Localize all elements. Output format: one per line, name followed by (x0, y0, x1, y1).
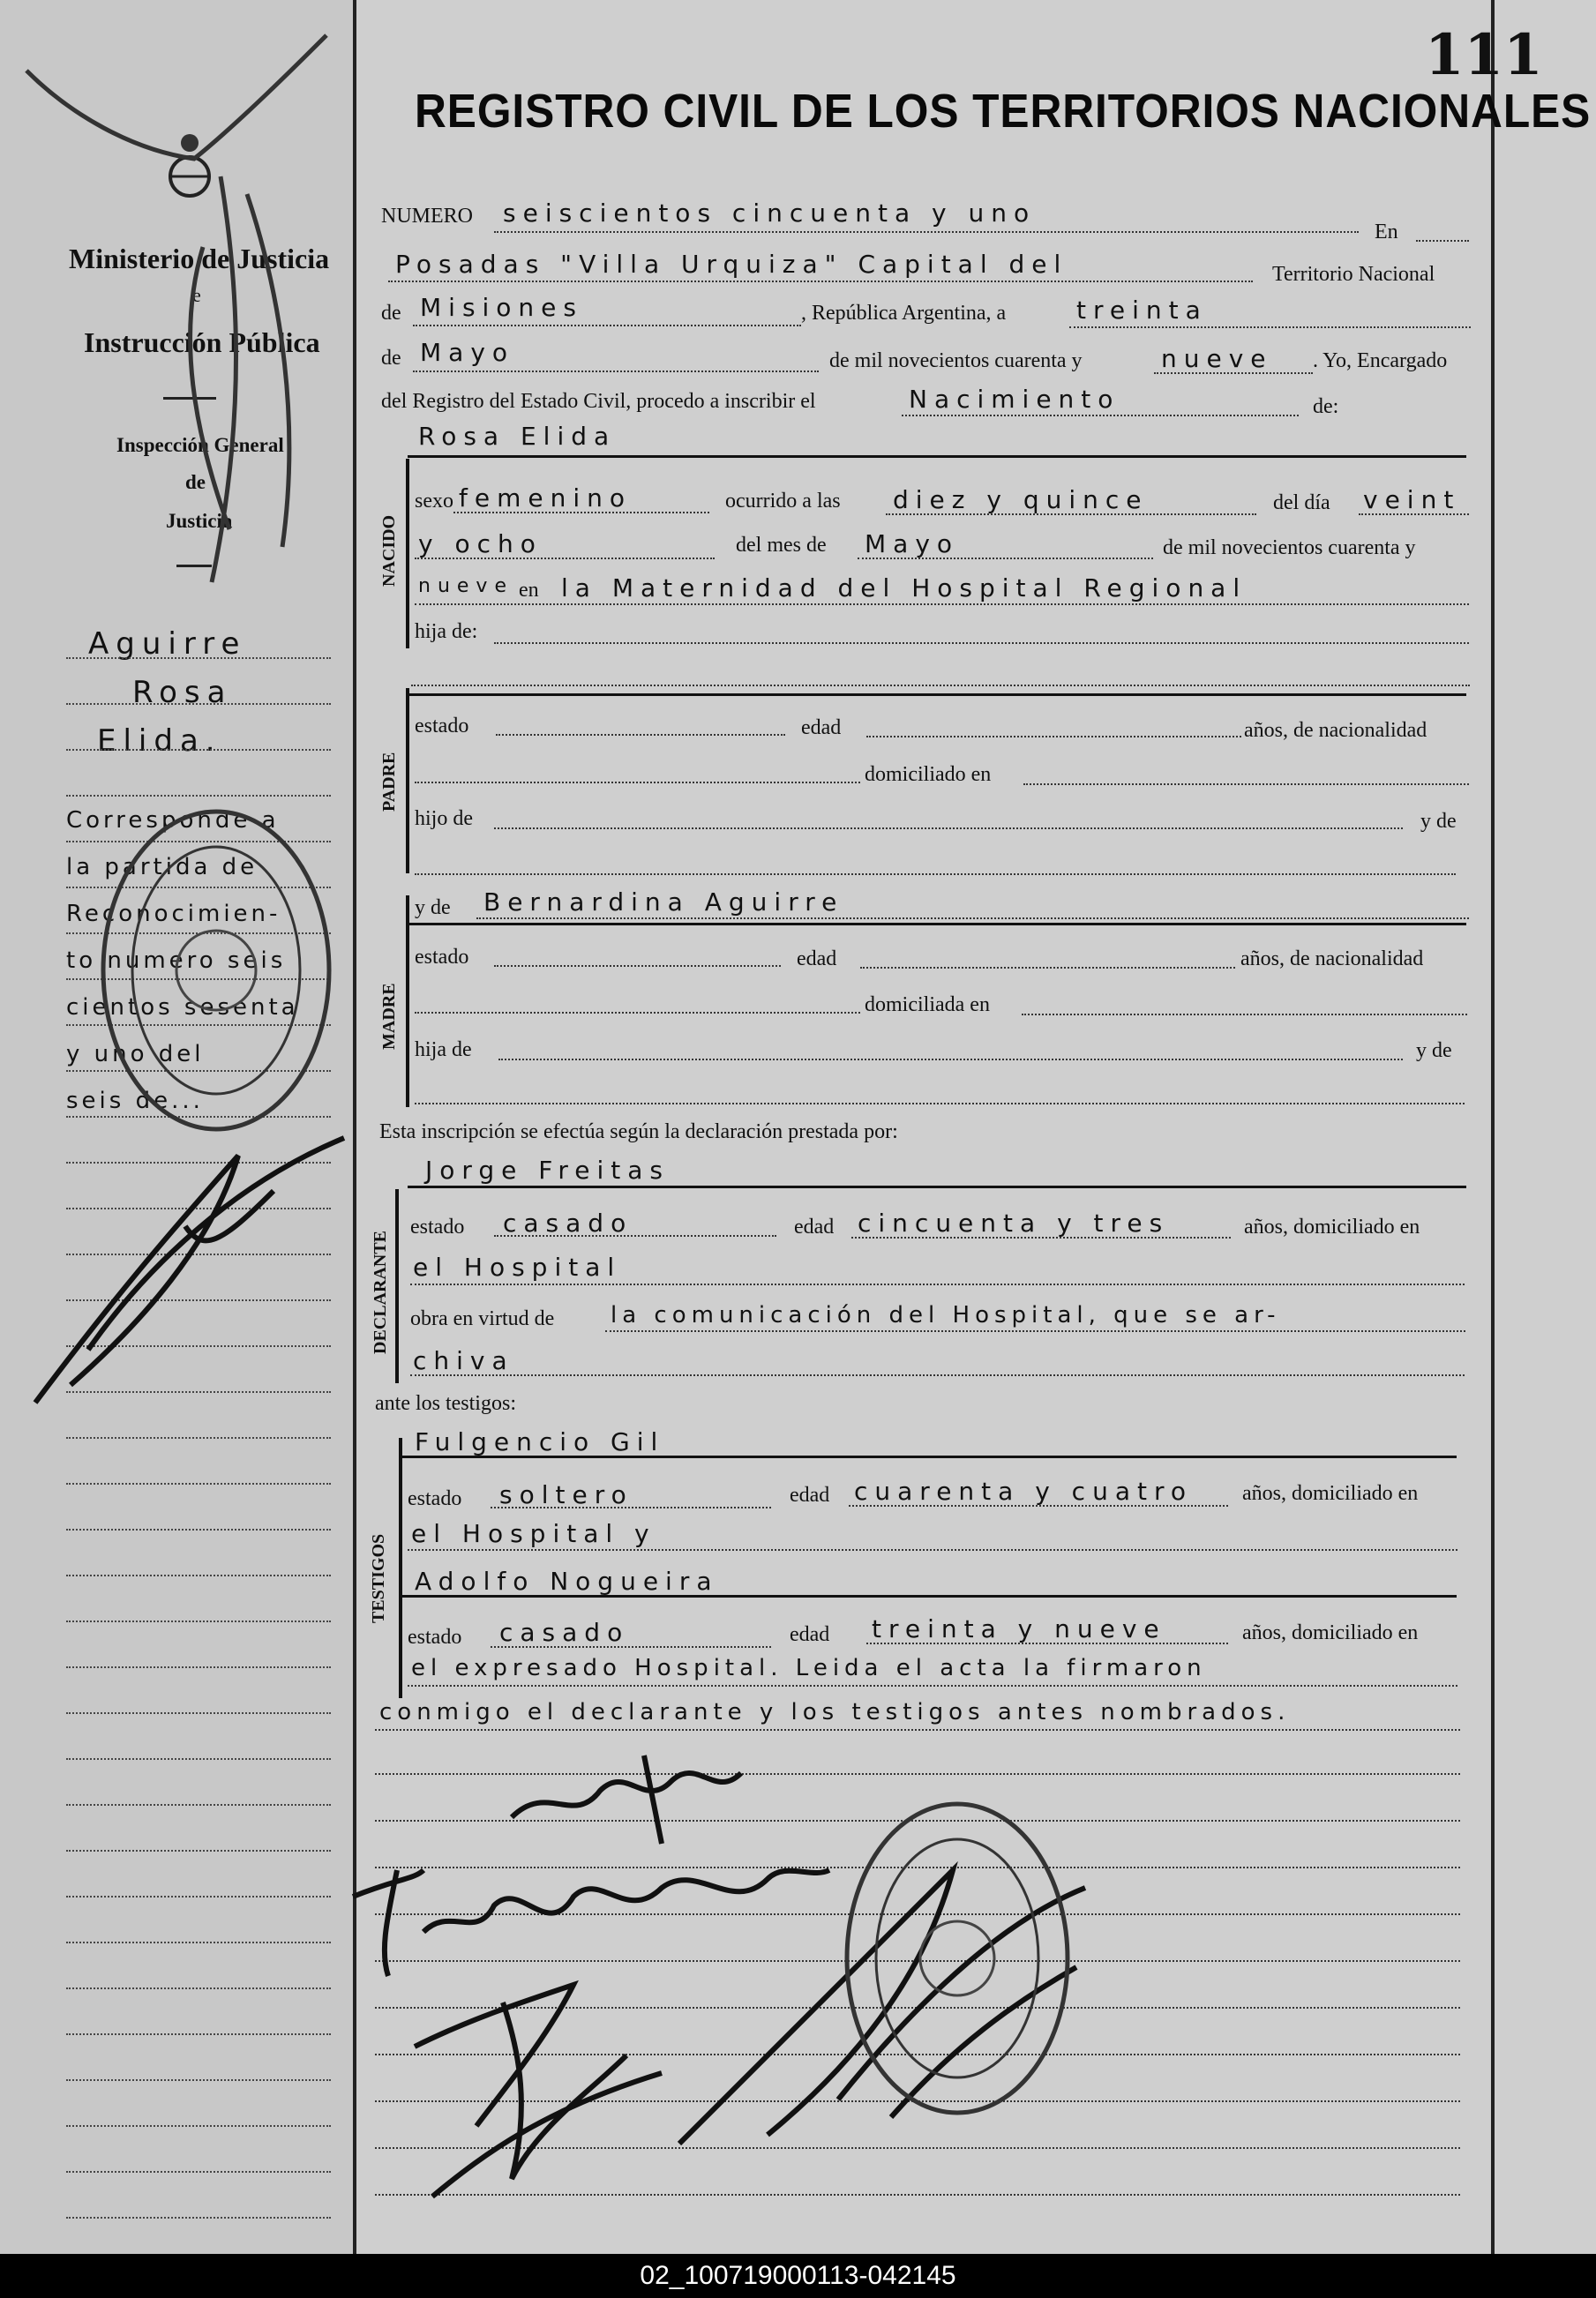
inspection-line2: de (185, 471, 206, 493)
testigo2-dom: el expresado Hospital. Leida el acta la firmaron (411, 1655, 1207, 1681)
margin-ruled-line (66, 2171, 331, 2173)
testigos-label: ante los testigos: (375, 1392, 516, 1415)
margin-note-6: y uno del (66, 1041, 205, 1067)
margin-note-5: cientos sesenta (66, 994, 299, 1021)
hora-line (886, 513, 1256, 515)
padre-y-de-label: y de (1420, 810, 1457, 833)
margin-ruled-line (66, 1712, 331, 1714)
act-type-value: Nacimiento (909, 385, 1120, 414)
margin-note-7: seis de... (66, 1088, 204, 1114)
testigos-brace (399, 1438, 402, 1698)
hora-value: diez y quince (893, 485, 1149, 514)
de3-label: de: (1313, 395, 1339, 418)
margin-note-3: Reconocimien- (66, 901, 281, 927)
territorio-label: Territorio Nacional (1272, 263, 1435, 286)
dia2-line (415, 558, 715, 559)
republica-label: , República Argentina, a (801, 302, 1007, 325)
testigo1-name-line (402, 1456, 1457, 1458)
testigo2-edad-label: edad (790, 1623, 830, 1646)
en-line (1416, 240, 1469, 242)
margin-ruled-line (66, 1942, 331, 1943)
registro-label: del Registro del Estado Civil, procedo a inscribir el (381, 390, 816, 413)
margin-ruled-line (66, 1621, 331, 1622)
obra-line (605, 1330, 1465, 1332)
mother-name: Bernardina Aguirre (483, 887, 844, 917)
en-label: En (1375, 221, 1398, 243)
scan-footer: 02_100719000113-042145 (0, 2254, 1596, 2298)
margin-ruled-line (66, 1483, 331, 1485)
testigo2-name: Adolfo Nogueira (415, 1567, 719, 1596)
testigo1-estado-line (491, 1507, 771, 1508)
testigo2-anos-label: años, domiciliado en (1242, 1621, 1419, 1644)
ministry-line1: Ministerio de Justicia (69, 243, 330, 274)
madre-separator (408, 923, 1466, 925)
declarante-estado-label: estado (410, 1216, 465, 1239)
margin-signature-icon (9, 1120, 362, 1420)
sexo-value: femenino (459, 483, 632, 513)
mil-label: de mil novecientos cuarenta y (829, 349, 1083, 372)
obra2-line (410, 1374, 1465, 1376)
declarante-brace (395, 1189, 399, 1383)
margin-note-1: Corresponde a (66, 807, 280, 834)
declarante-name-line (408, 1186, 1466, 1188)
sexo-label: sexo (415, 490, 453, 513)
testigo1-anos-label: años, domiciliado en (1242, 1482, 1419, 1505)
child-name-line (408, 455, 1466, 458)
month-line (413, 371, 819, 372)
testigo1-edad-label: edad (790, 1484, 830, 1507)
right-border (1491, 0, 1495, 2254)
numero-line (494, 231, 1359, 233)
margin-note-2: la partida de (66, 854, 259, 880)
madre-nac-line (415, 1012, 860, 1014)
madre-edad-line (860, 967, 1235, 969)
hija-label: hija de: (415, 620, 478, 643)
padre-separator (408, 693, 1466, 696)
madre-hija-label: hija de (415, 1038, 472, 1061)
margin-ruled-line (66, 2079, 331, 2081)
mes-label: del mes de (736, 534, 827, 557)
inspection-line1: Inspección General (116, 434, 284, 456)
anio2-value: nueve (418, 575, 513, 597)
page-number: 111 (1425, 22, 1543, 88)
declarante-dom: el Hospital (413, 1253, 622, 1282)
registry-stamp-icon (88, 798, 344, 1142)
margin-ruled-line (66, 1529, 331, 1531)
document-title: REGISTRO CIVIL DE LOS TERRITORIOS NACIONALES (415, 85, 1592, 138)
closing-line (375, 1729, 1460, 1731)
dia-line (1359, 513, 1469, 515)
madre-y-de-label: y de (415, 896, 451, 919)
padre-estado-label: estado (415, 715, 469, 737)
year-line (1154, 372, 1313, 374)
declarante-dom-line (410, 1284, 1465, 1285)
day-line (1069, 326, 1471, 328)
obra2-value: chiva (413, 1346, 514, 1375)
year-value: nueve (1161, 344, 1273, 373)
ministry-line2: e (192, 284, 201, 306)
dia2-value: y ocho (418, 529, 543, 558)
section-madre: MADRE (379, 983, 399, 1050)
padre-domiciliado-label: domiciliado en (865, 763, 992, 786)
child-name: Rosa Elida (418, 422, 617, 451)
declarante-name: Jorge Freitas (425, 1156, 671, 1185)
padre-hijo-line (494, 827, 1403, 829)
mother-name-line (476, 917, 1469, 919)
act-type-line (902, 415, 1299, 416)
padre-estado-line (496, 734, 785, 736)
declarante-anos-label: años, domiciliado en (1244, 1216, 1420, 1239)
month-value: Mayo (420, 338, 515, 367)
margin-name1: Rosa (132, 675, 233, 710)
madre-estado-line (494, 965, 781, 967)
hija-line (494, 642, 1469, 644)
declarante-edad-label: edad (794, 1216, 835, 1239)
mes-line (858, 558, 1153, 559)
dia-value: veint (1363, 485, 1461, 514)
margin-ruled-line (66, 749, 331, 751)
margin-ruled-line (66, 1758, 331, 1760)
margin-surname: Aguirre (88, 626, 247, 662)
margin-ruled-line (66, 1804, 331, 1806)
testigo2-dom-line (408, 1685, 1457, 1687)
padre-edad-line (866, 736, 1241, 737)
declarante-estado: casado (503, 1209, 633, 1238)
testigo2-estado: casado (499, 1618, 630, 1647)
margin-ruled-line (66, 1987, 331, 1989)
day-value: treinta (1076, 296, 1208, 325)
madre-brace (406, 895, 409, 1107)
padre-dom-line (1023, 783, 1469, 785)
section-nacido: NACIDO (379, 514, 399, 587)
padre-hijo-label: hijo de (415, 807, 473, 830)
padre-name-line (411, 685, 1470, 686)
padre-nac-line (415, 782, 860, 783)
testigo2-estado-line (491, 1646, 771, 1648)
testigo1-dom-line (408, 1549, 1457, 1551)
margin-ruled-line (66, 2033, 331, 2035)
province-line (413, 325, 801, 326)
sexo-line (453, 512, 709, 513)
madre-edad-label: edad (797, 947, 837, 970)
padre-brace (406, 688, 409, 873)
numero-label: NUMERO (381, 205, 474, 228)
madre-dom-line (1022, 1014, 1467, 1015)
testigo1-edad-line (849, 1505, 1228, 1507)
testigo1-dom: el Hospital y (411, 1519, 656, 1548)
margin-ruled-line (66, 1437, 331, 1439)
testigo2-name-line (402, 1595, 1457, 1598)
madre-yde-line (415, 1103, 1465, 1104)
inscripcion-label: Esta inscripción se efectúa según la declaración prestada por: (379, 1120, 898, 1143)
lugar-line (415, 603, 1469, 605)
margin-ruled-line (66, 1850, 331, 1852)
place-value: Posadas "Villa Urquiza" Capital del (395, 250, 1068, 279)
obra-value: la comunicación del Hospital, que se ar- (611, 1302, 1281, 1329)
testigo1-name: Fulgencio Gil (415, 1427, 665, 1456)
declarante-edad-line (851, 1237, 1231, 1239)
yo-label: . Yo, Encargado (1313, 349, 1448, 372)
margin-top-signature-icon (18, 18, 344, 600)
testigo1-estado-label: estado (408, 1487, 462, 1510)
dia-label: del día (1273, 491, 1330, 514)
de2-label: de (381, 347, 401, 370)
madre-anos-label: años, de nacionalidad (1240, 947, 1424, 970)
margin-ruled-line (66, 2125, 331, 2127)
declarante-edad: cincuenta y tres (858, 1209, 1170, 1238)
testigo2-edad-line (866, 1643, 1228, 1644)
inspection-line3: Justicia (166, 510, 233, 532)
madre-domiciliada-label: domiciliada en (865, 993, 990, 1016)
closing-text: conmigo el declarante y los testigos antes nombrados. (379, 1699, 1291, 1725)
margin-ruled-line (66, 657, 331, 659)
testigo2-edad: treinta y nueve (872, 1614, 1166, 1643)
margin-ruled-line (66, 1575, 331, 1576)
official-stamp-icon (834, 1791, 1081, 2126)
madre-hija-line (498, 1059, 1403, 1060)
madre-y-de-label2: y de (1416, 1039, 1452, 1062)
margin-ruled-line (66, 1666, 331, 1668)
section-testigos: TESTIGOS (369, 1533, 388, 1623)
section-declarante: DECLARANTE (371, 1230, 390, 1354)
numero-value: seiscientos cincuenta y uno (503, 198, 1037, 228)
en2-label: en (519, 579, 539, 602)
margin-name2: Elida. (97, 723, 222, 759)
padre-yde-line (415, 873, 1456, 875)
madre-estado-label: estado (415, 946, 469, 969)
testigo2-estado-label: estado (408, 1626, 462, 1649)
margin-note-4: to numero seis (66, 947, 287, 974)
place-line (388, 281, 1253, 282)
margin-ruled-line (66, 703, 331, 705)
testigo1-estado: soltero (499, 1480, 633, 1509)
lugar-value: la Maternidad del Hospital Regional (561, 573, 1248, 603)
declarante-estado-line (494, 1235, 776, 1237)
ocurrido-label: ocurrido a las (725, 490, 841, 513)
margin-ruled-line (66, 2217, 331, 2219)
testigo1-edad: cuarenta y cuatro (854, 1477, 1193, 1506)
padre-anos-label: años, de nacionalidad (1244, 719, 1427, 742)
nacido-brace (406, 459, 409, 648)
province-value: Misiones (420, 293, 583, 322)
obra-label: obra en virtud de (410, 1307, 555, 1330)
margin-ruled-line (66, 1896, 331, 1898)
de1-label: de (381, 302, 401, 325)
testigo2-signature-icon (397, 1950, 679, 2214)
mil2-label: de mil novecientos cuarenta y (1163, 536, 1416, 559)
padre-edad-label: edad (801, 716, 842, 739)
ministry-line3: Instrucción Pública (84, 326, 320, 358)
section-padre: PADRE (379, 752, 399, 812)
margin-ruled-line (66, 795, 331, 797)
mes-value: Mayo (865, 529, 960, 558)
